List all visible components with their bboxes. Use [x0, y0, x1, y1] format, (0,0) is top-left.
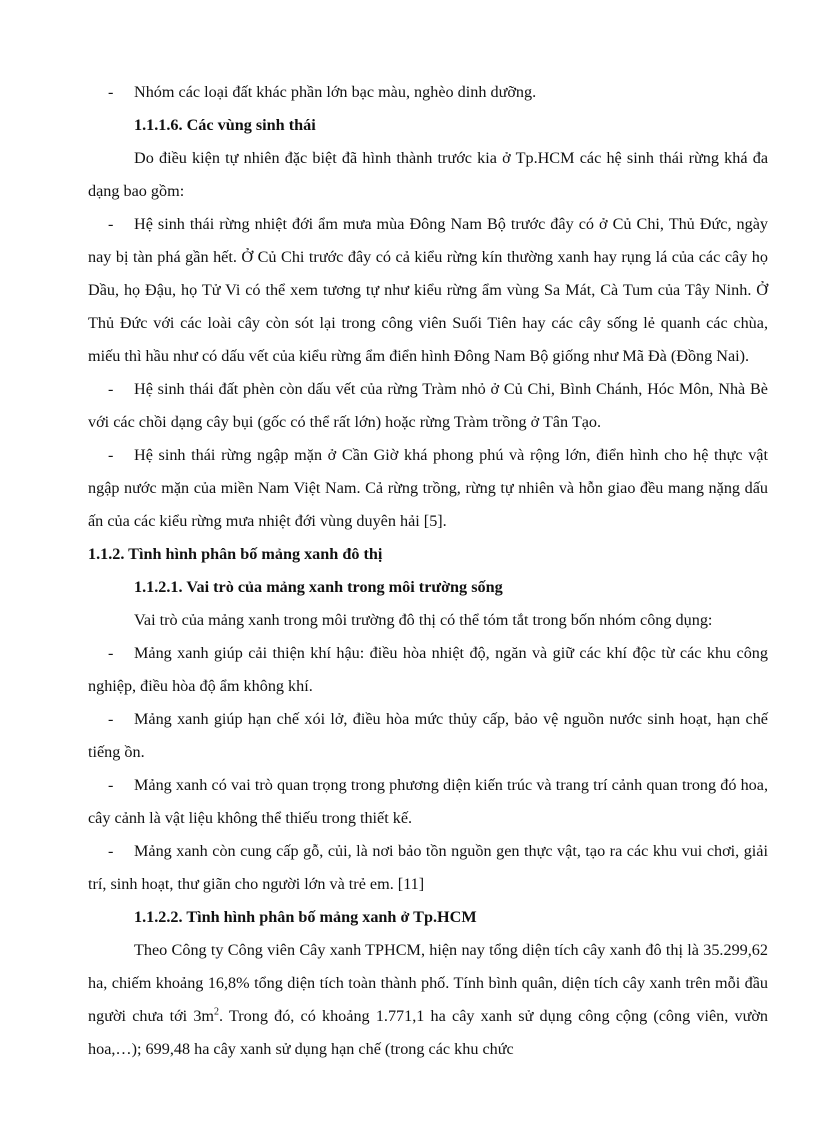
bullet-text: Mảng xanh giúp hạn chế xói lở, điều hòa mức thủy cấp, bảo vệ nguồn nước sinh hoạt, hạn chế tiếng ồn. [88, 710, 768, 761]
bullet-dash: - [108, 644, 114, 662]
paragraph-role-intro: Vai trò của mảng xanh trong môi trường đô thị có thể tóm tắt trong bốn nhóm công dụng: [134, 611, 713, 629]
bullet-architecture [88, 769, 768, 835]
paragraph-green-area-stats [88, 934, 768, 1066]
bullet-tropical-forest [88, 208, 768, 373]
bullet-alum-soil [88, 373, 768, 439]
bullet-text: Nhóm các loại đất khác phần lớn bạc màu, nghèo dinh dưỡng. [134, 83, 537, 101]
paragraph-ecosystem-intro: Do điều kiện tự nhiên đặc biệt đã hình thành trước kia ở Tp.HCM các hệ sinh thái rừng khá đa dạng bao gồm: [88, 149, 768, 200]
stats-text-a: Theo Công ty Công viên Cây xanh TPHCM, hiện nay tổng diện tích cây xanh đô thị là 35.299,62 ha, chiếm khoảng 16,8% tổng diện tích toàn thành phố. Tính bình quân, diện tích cây xanh trên mỗi đầu người chưa tới 3m [88, 941, 768, 1025]
heading-1121: 1.1.2.1. Vai trò của mảng xanh trong môi trường sống [134, 578, 503, 596]
bullet-dash: - [108, 446, 114, 464]
bullet-dash: - [108, 215, 114, 233]
bullet-text: Mảng xanh giúp cải thiện khí hậu: điều hòa nhiệt độ, ngăn và giữ các khí độc từ các khu công nghiệp, điều hòa độ ẩm không khí. [88, 644, 768, 695]
bullet-resources [88, 835, 768, 901]
bullet-text: Hệ sinh thái rừng ngập mặn ở Cần Giờ khá phong phú và rộng lớn, điển hình cho hệ thực vật ngập nước mặn của miền Nam Việt Nam. Cả rừng trồng, rừng tự nhiên và hỗn giao đều mang nặng dấu ấn của các kiểu rừng mưa nhiệt đới vùng duyên hải [5]. [88, 446, 768, 530]
stats-text-b: . Trong đó, có khoảng 1.771,1 ha cây xanh sử dụng công cộng (công viên, vườn hoa,…); 699,48 ha cây xanh sử dụng hạn chế (trong các khu chức [88, 1007, 769, 1058]
heading-112: 1.1.2. Tình hình phân bố mảng xanh đô thị [88, 545, 383, 563]
heading-1122: 1.1.2.2. Tình hình phân bố mảng xanh ở Tp.HCM [134, 908, 477, 926]
bullet-text: Hệ sinh thái rừng nhiệt đới ẩm mưa mùa Đông Nam Bộ trước đây có ở Củ Chi, Thủ Đức, ngày nay bị tàn phá gần hết. Ở Củ Chi trước đây có cả kiểu rừng kín thường xanh hay rụng lá của các cây họ Dầu, họ Đậu, họ Tử Vi có thể xem tương tự như kiểu rừng ẩm vùng Sa Mát, Cà Tum của Tây Ninh. Ở Thủ Đức với các loài cây còn sót lại trong công viên Suối Tiên hay các cây sống lẻ quanh các chùa, miếu thì hầu như có dấu vết của kiểu rừng ẩm điển hình Đông Nam Bộ giống như Mã Đà (Đồng Nai). [88, 215, 768, 365]
bullet-soil-other [88, 76, 768, 109]
bullet-mangrove [88, 439, 768, 538]
bullet-text: Mảng xanh còn cung cấp gỗ, củi, là nơi bảo tồn nguồn gen thực vật, tạo ra các khu vui chơi, giải trí, sinh hoạt, thư giãn cho người lớn và trẻ em. [11] [88, 842, 768, 893]
bullet-erosion [88, 703, 768, 769]
bullet-text: Hệ sinh thái đất phèn còn dấu vết của rừng Tràm nhỏ ở Củ Chi, Bình Chánh, Hóc Môn, Nhà Bè với các chồi dạng cây bụi (gốc có thể rất lớn) hoặc rừng Tràm trồng ở Tân Tạo. [88, 380, 768, 431]
heading-1116: 1.1.1.6. Các vùng sinh thái [134, 116, 316, 134]
bullet-climate [88, 637, 768, 703]
bullet-dash: - [108, 776, 114, 794]
bullet-dash: - [108, 710, 114, 728]
superscript: 2 [214, 1006, 220, 1018]
bullet-dash: - [108, 83, 114, 101]
bullet-text: Mảng xanh có vai trò quan trọng trong phương diện kiến trúc và trang trí cảnh quan trong đó hoa, cây cảnh là vật liệu không thể thiếu trong thiết kế. [88, 776, 768, 827]
bullet-dash: - [108, 842, 114, 860]
bullet-dash: - [108, 380, 114, 398]
